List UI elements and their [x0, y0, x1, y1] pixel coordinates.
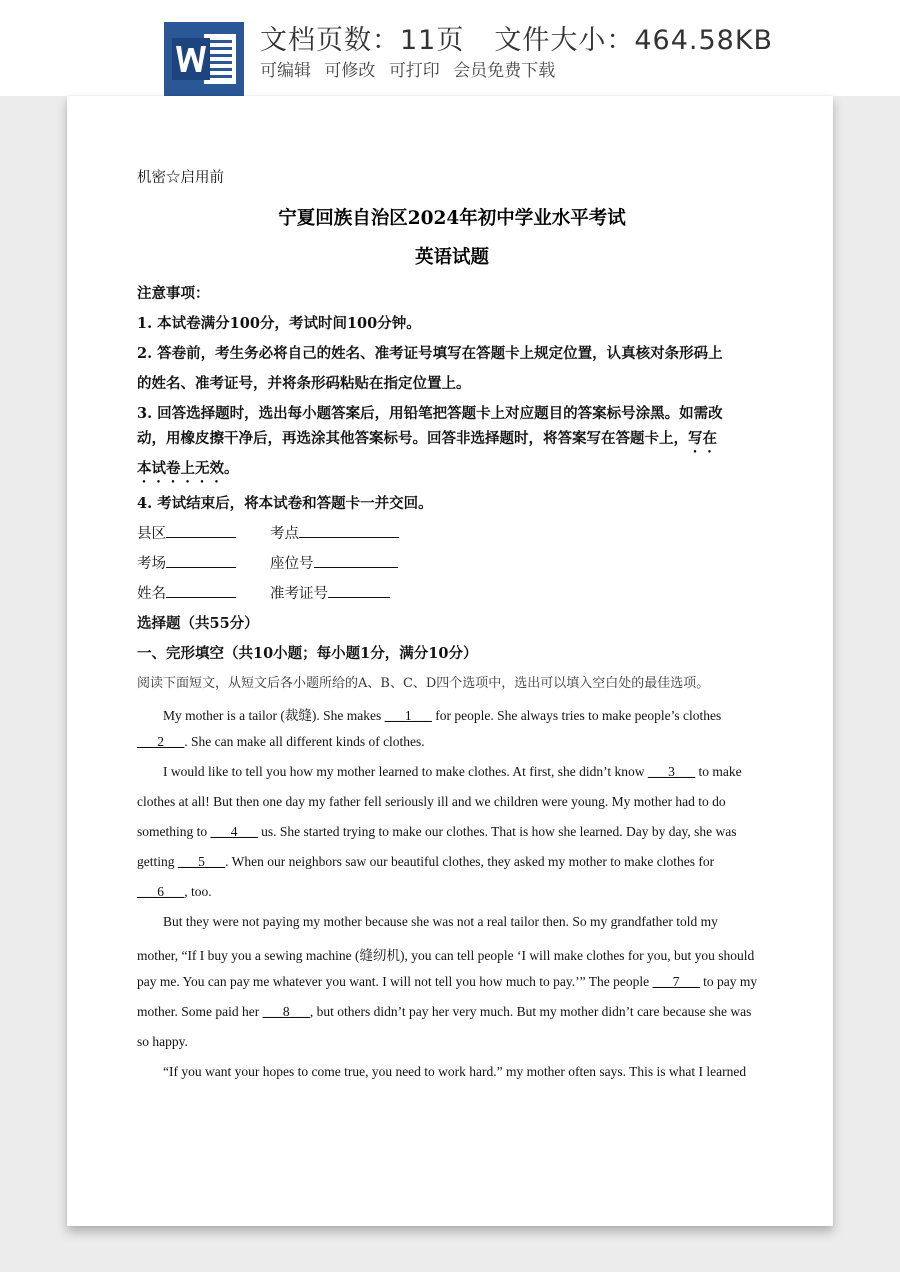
blank-4: ___4___ — [210, 824, 258, 839]
exam-subtitle: 英语试题 — [414, 247, 489, 268]
emphasis-text: 本试卷上无效 — [137, 460, 224, 477]
passage-line: mother. Some paid her ___8___, but others didn’t pay her very much. But my mother didn’t care because she was — [137, 1004, 752, 1019]
passage-line: I would like to tell you how my mother learned to make clothes. At first, she didn’t know ___3___ to make — [163, 764, 742, 779]
banner-features — [260, 56, 563, 81]
passage-line: ___2___. She can make all different kinds of clothes. — [137, 734, 425, 749]
notice-heading: 注意事项： — [137, 285, 210, 302]
field-ticket-number[interactable]: 准考证号 — [270, 582, 390, 603]
blank-5: ___5___ — [177, 854, 226, 869]
blank-8: ___8___ — [262, 1004, 310, 1019]
passage-line: so happy. — [137, 1034, 188, 1049]
exam-title: 宁夏回族自治区2024年初中学业水平考试 — [278, 208, 626, 229]
passage-line: clothes at all! But then one day my father fell seriously ill and we children were young. My mother had to do — [137, 794, 726, 809]
feature-member-download: 会员免费下载 — [453, 61, 556, 81]
banner-title — [260, 18, 773, 57]
feature-printable: 可打印 — [388, 61, 440, 81]
feature-modifiable: 可修改 — [324, 61, 376, 81]
blank-1: ___1___ — [384, 708, 432, 723]
cloze-instruction: 阅读下面短文，从短文后各小题所给的A、B、C、D四个选项中，选出可以填入空白处的最佳选项。 — [137, 676, 710, 691]
blank-2: ___2___ — [137, 734, 185, 749]
passage-line: mother, “If I buy you a sewing machine (缝纫机), you can tell people ‘I will make clothes for you, but you should — [137, 948, 755, 963]
passage-line: something to ___4___ us. She started trying to make our clothes. That is how she learned. Day by day, she was — [137, 824, 737, 839]
blank-3: ___3___ — [647, 764, 696, 779]
passage-line: getting ___5___. When our neighbors saw our beautiful clothes, they asked my mother to make clothes for — [137, 854, 715, 869]
document-page — [67, 96, 833, 1226]
notice-3-line2: 动，用橡皮擦干净后，再选涂其他答案标号。回答非选择题时，将答案写在答题卡上，写在 — [137, 430, 717, 447]
notice-2-line1: 2. 答卷前，考生务必将自己的姓名、准考证号填写在答题卡上规定位置，认真核对条形码上 — [137, 345, 723, 362]
notice-2-line2: 的姓名、准考证号，并将条形码粘贴在指定位置上。 — [137, 375, 471, 392]
section-choice: 选择题（共55分） — [137, 615, 259, 632]
notice-4: 4. 考试结束后，将本试卷和答题卡一并交回。 — [137, 495, 433, 512]
emphasis-text: 写在 — [688, 430, 717, 447]
blank-6: ___6___ — [137, 884, 185, 899]
field-county[interactable]: 县区 — [137, 522, 236, 543]
field-seat-number[interactable]: 座位号 — [270, 552, 398, 573]
part-cloze-heading: 一、完形填空（共10小题；每小题1分，满分10分） — [137, 645, 478, 662]
notice-1: 1. 本试卷满分100分，考试时间100分钟。 — [137, 315, 421, 332]
blank-7: ___7___ — [652, 974, 700, 989]
page-count: 文档页数：11页 — [260, 25, 465, 56]
notice-3-line1: 3. 回答选择题时，选出每小题答案后，用铅笔把答题卡上对应题目的答案标号涂黑。如需改 — [137, 405, 723, 422]
field-name[interactable]: 姓名 — [137, 582, 236, 603]
file-size: 文件大小：464.58KB — [494, 25, 774, 56]
word-document-icon — [164, 22, 244, 96]
passage-line: “If you want your hopes to come true, you need to work hard.” my mother often says. This is what I learned — [163, 1064, 747, 1079]
field-exam-room[interactable]: 考场 — [137, 552, 236, 573]
passage-line: pay me. You can pay me whatever you want. I will not tell you how much to pay.’” The people ___7___ to pay my — [137, 974, 758, 989]
feature-editable: 可编辑 — [260, 61, 311, 81]
field-exam-site[interactable]: 考点 — [270, 522, 399, 543]
passage-line: But they were not paying my mother because she was not a real tailor then. So my grandfather told my — [163, 914, 718, 929]
notice-3-line3: 本试卷上无效。 — [137, 460, 239, 477]
passage-line: My mother is a tailor (裁缝). She makes ___1___ for people. She always tries to make people’s clothes — [163, 708, 722, 723]
passage-line: ___6___, too. — [137, 884, 212, 899]
download-banner — [0, 0, 900, 96]
confidential-label: 机密☆启用前 — [137, 170, 224, 186]
